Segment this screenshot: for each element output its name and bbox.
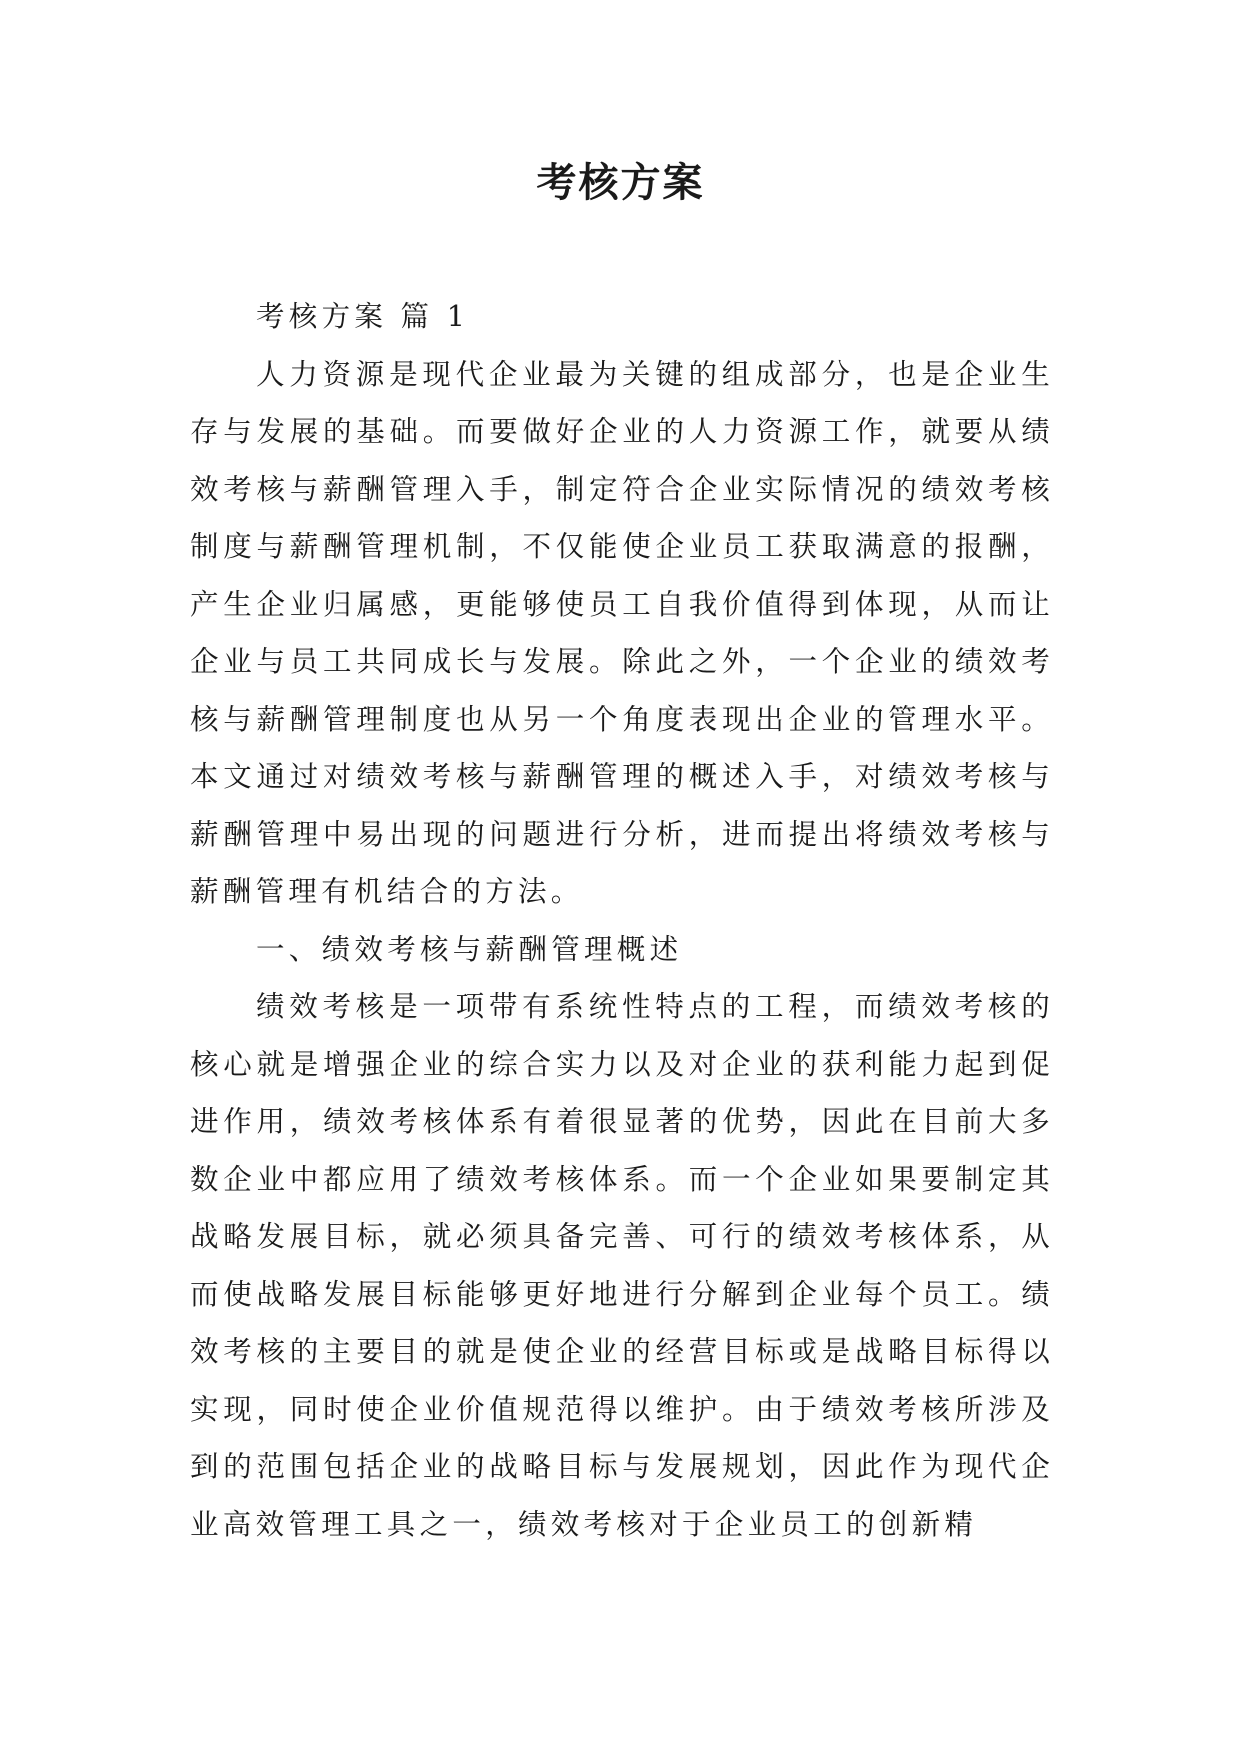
document-title: 考核方案 <box>536 160 705 206</box>
section-heading: 一、绩效考核与薪酬管理概述 <box>256 932 683 966</box>
section-label: 考核方案 篇 1 <box>256 300 470 333</box>
paragraph: 人力资源是现代企业最为关键的组成部分，也是企业生存与发展的基础。而要做好企业的人力资源工作，就要从绩效考核与薪酬管理入手，制定符合企业实际情况的绩效考核制度与薪酬管理机制，不仅能使企业员工获取满意的报酬，产生企业归属感，更能够使员工自我价值得到体现，从而让企业与员工共同成长与发展。除此之外，一个企业的绩效考核与薪酬管理制度也从另一个角度表现出企业的管理水平。本文通过对绩效考核与薪酬管理的概述入手，对绩效考核与薪酬管理中易出现的问题进行分析，进而提出将绩效考核与薪酬管理有机结合的方法。 <box>190 357 1054 908</box>
paragraph: 绩效考核是一项带有系统性特点的工程，而绩效考核的核心就是增强企业的综合实力以及对企业的获利能力起到促进作用，绩效考核体系有着很显著的优势，因此在目前大多数企业中都应用了绩效考核体系。而一个企业如果要制定其战略发展目标，就必须具备完善、可行的绩效考核体系，从而使战略发展目标能够更好地进行分解到企业每个员工。绩效考核的主要目的就是使企业的经营目标或是战略目标得以实现，同时使企业价值规范得以维护。由于绩效考核所涉及到的范围包括企业的战略目标与发展规划，因此作为现代企业高效管理工具之一，绩效考核对于企业员工的创新精 <box>190 990 1054 1541</box>
document-body <box>190 288 1054 1553</box>
